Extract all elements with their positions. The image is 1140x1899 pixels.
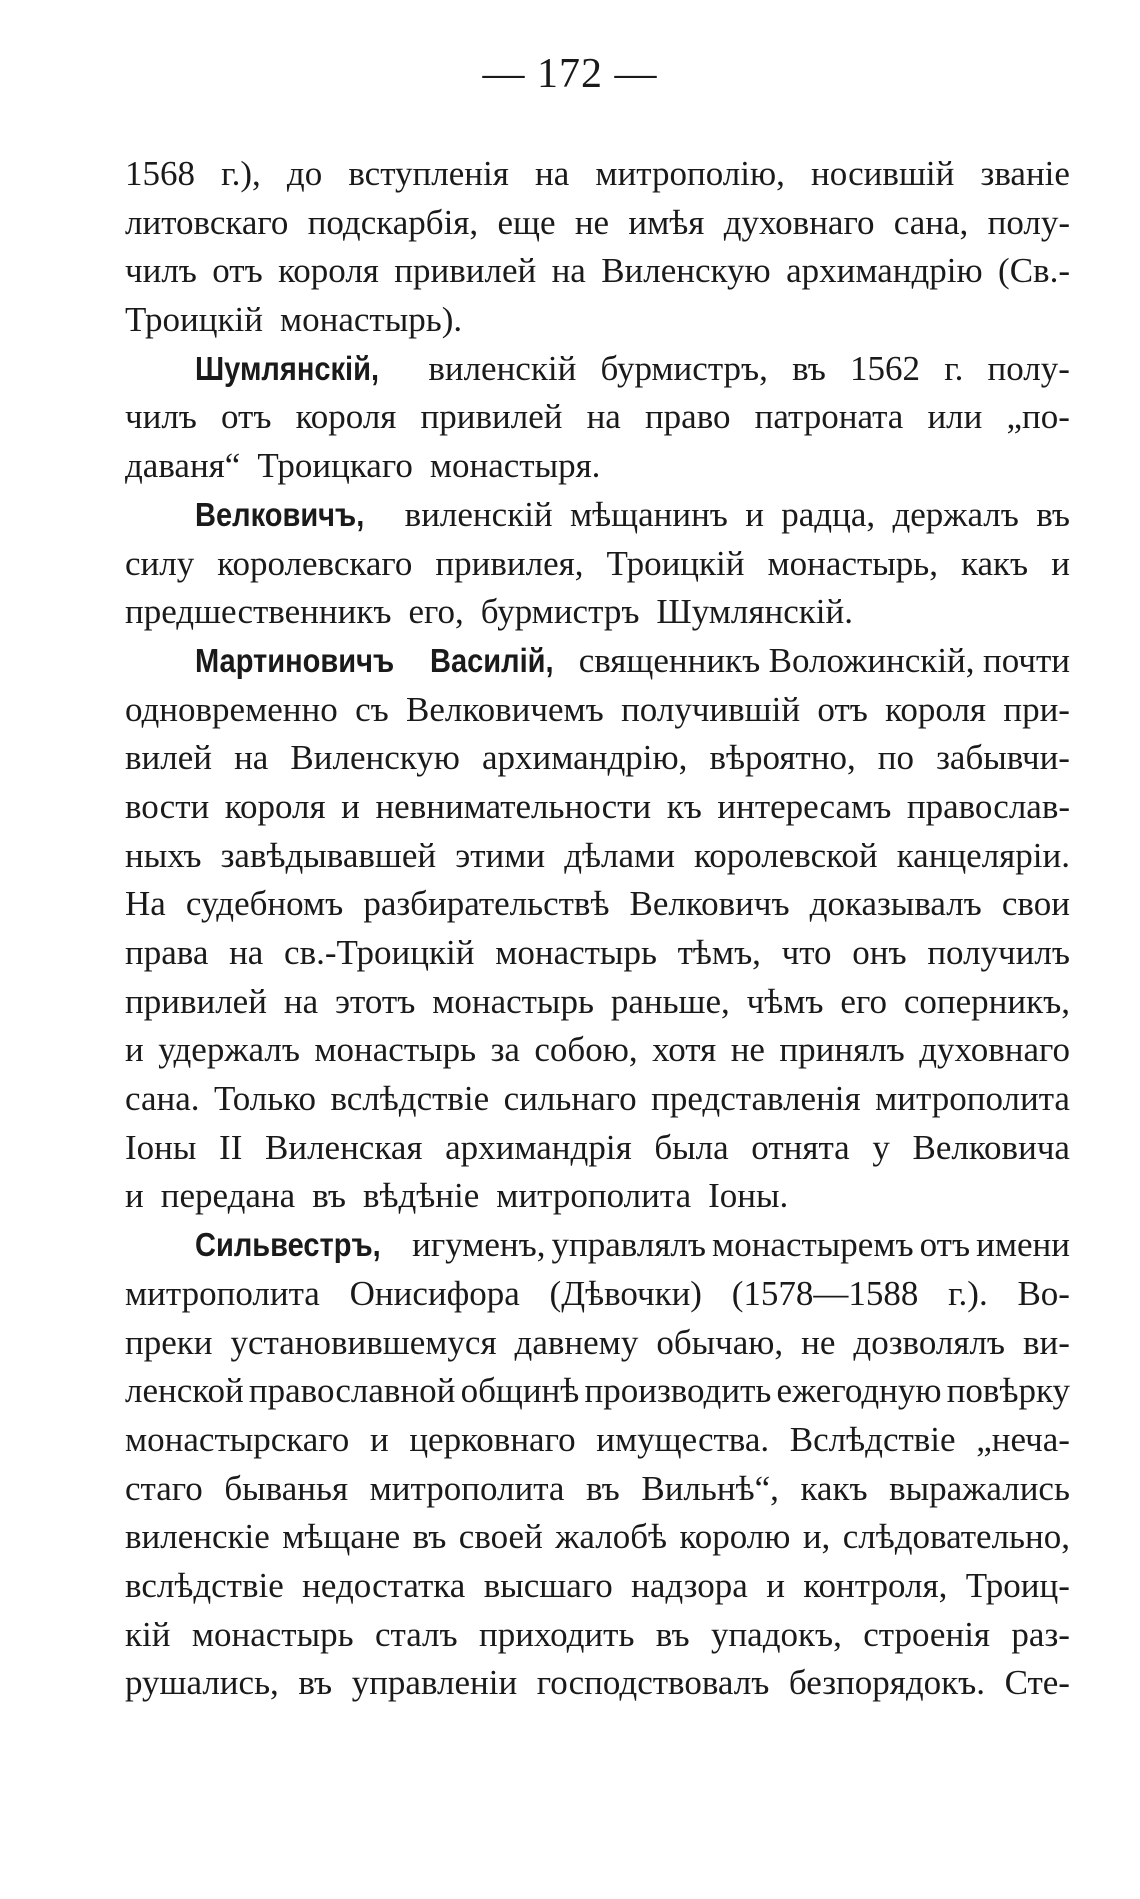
word: бурмистръ, xyxy=(600,348,768,388)
word: Іоны. xyxy=(708,1176,789,1216)
word: на xyxy=(551,251,586,291)
word: и xyxy=(1051,543,1070,583)
text-line xyxy=(125,491,1070,540)
word: повѣрку xyxy=(946,1371,1070,1411)
word: монастыря. xyxy=(429,446,601,486)
word: его xyxy=(840,981,887,1021)
word: Онисифора xyxy=(349,1273,520,1313)
word: интересамъ xyxy=(717,786,892,826)
word: какъ xyxy=(800,1468,868,1508)
word: передана xyxy=(160,1176,296,1216)
word: завѣдывавшей xyxy=(220,835,437,875)
word: и xyxy=(745,494,764,534)
word: въ xyxy=(298,1663,333,1703)
word: литовскаго xyxy=(125,202,289,242)
word: монастырь xyxy=(191,1614,354,1654)
word: Вслѣдствіе xyxy=(789,1419,956,1459)
text-line xyxy=(125,734,1070,783)
text-line xyxy=(125,686,1070,735)
word: и xyxy=(125,1176,144,1216)
word: при- xyxy=(1003,689,1070,729)
word: права xyxy=(125,933,209,972)
word: была xyxy=(654,1127,729,1167)
word: королевской xyxy=(694,835,878,875)
word: надзора xyxy=(631,1565,748,1605)
word: На xyxy=(125,884,166,924)
word: раз- xyxy=(1011,1614,1070,1654)
word: представленія xyxy=(651,1079,861,1119)
text-line xyxy=(125,345,1070,394)
person-name: Шумлянскій, xyxy=(195,349,380,387)
word: сана, xyxy=(893,202,969,242)
word: чилъ xyxy=(125,251,197,291)
word: королю xyxy=(679,1517,791,1557)
word: монастырскаго xyxy=(125,1419,350,1459)
word: вости xyxy=(125,786,210,826)
word: Троиц- xyxy=(965,1565,1070,1605)
text-line xyxy=(125,588,1070,637)
word: Сте- xyxy=(1004,1663,1070,1703)
word: приходить xyxy=(479,1614,635,1654)
person-name: Василій, xyxy=(429,641,554,679)
word: судебномъ xyxy=(185,884,344,924)
word: доказывалъ xyxy=(809,884,982,924)
word: сильнаго xyxy=(503,1079,637,1119)
word: преки xyxy=(125,1322,213,1362)
word: монастырь). xyxy=(279,300,463,340)
word: Виленскую xyxy=(290,738,460,778)
word: Троицкій xyxy=(606,543,745,583)
word: ленской xyxy=(125,1371,244,1411)
word: и xyxy=(125,1030,144,1070)
word: „по- xyxy=(1006,397,1070,437)
word: слѣдовательно, xyxy=(842,1517,1070,1557)
word: г.). xyxy=(948,1273,988,1313)
word: привилея, xyxy=(435,543,584,583)
word: короля xyxy=(295,397,397,437)
word: съ xyxy=(355,689,389,729)
word: полу- xyxy=(987,348,1070,388)
word: митрополита xyxy=(496,1176,692,1216)
word: носившій xyxy=(811,154,955,193)
word: на xyxy=(283,981,319,1021)
text-line xyxy=(125,1611,1070,1660)
word: архимандрія xyxy=(445,1127,632,1167)
word: монастырь xyxy=(432,981,594,1021)
word: за xyxy=(490,1030,520,1070)
word: еще xyxy=(497,202,556,242)
word: на xyxy=(586,397,621,437)
word: въ xyxy=(792,348,826,388)
word: онъ xyxy=(852,933,907,972)
word: митрополію, xyxy=(595,154,785,193)
word: принялъ xyxy=(779,1030,905,1070)
word: королевскаго xyxy=(217,543,413,583)
word: рушались, xyxy=(125,1663,279,1703)
word: Іоны xyxy=(125,1127,197,1167)
word: господствовалъ xyxy=(536,1663,770,1703)
word: привилей xyxy=(394,251,537,291)
word: Велковичемъ xyxy=(406,689,604,729)
word: хотя xyxy=(652,1030,717,1070)
text-line xyxy=(125,1562,1070,1611)
word: радца, xyxy=(781,494,876,534)
word: какъ xyxy=(961,543,1029,583)
word: виленскій xyxy=(404,494,553,534)
text-line xyxy=(125,832,1070,881)
word: монастыремъ xyxy=(712,1225,914,1265)
text-line xyxy=(125,1513,1070,1562)
word: виленскіе xyxy=(125,1517,270,1557)
word: Только xyxy=(214,1079,316,1119)
word: не xyxy=(730,1030,765,1070)
word: чѣмъ xyxy=(746,981,824,1021)
word: короля xyxy=(224,786,326,826)
word: 1562 xyxy=(850,348,921,388)
word: отнята xyxy=(751,1127,850,1167)
word: Воложинскій, xyxy=(768,640,975,680)
word: этотъ xyxy=(335,981,416,1021)
word: на xyxy=(234,738,269,778)
text-line xyxy=(125,540,1070,589)
word: привилей xyxy=(420,397,563,437)
word: Троицкаго xyxy=(257,446,413,486)
word: недостатка xyxy=(302,1565,466,1605)
word: дѣлами xyxy=(564,835,675,875)
word: монастырь, xyxy=(767,543,939,583)
word: вслѣдствіе xyxy=(330,1079,490,1119)
word: его, xyxy=(408,592,464,632)
word: подскарбія, xyxy=(307,202,479,242)
word: кій xyxy=(125,1614,171,1654)
word: монастырь xyxy=(495,933,657,972)
word: чилъ xyxy=(125,397,197,437)
word: монастырь xyxy=(314,1030,477,1070)
word: вслѣдствіе xyxy=(125,1565,284,1605)
person-name: Велковичъ, xyxy=(195,495,365,533)
word: производить xyxy=(584,1371,772,1411)
word: ви- xyxy=(1023,1322,1070,1362)
word: отъ xyxy=(817,689,868,729)
word: въ xyxy=(1036,494,1070,534)
word: православ- xyxy=(906,786,1070,826)
word: удержалъ xyxy=(158,1030,300,1070)
word: обычаю, xyxy=(656,1322,784,1362)
word: установившемуся xyxy=(230,1322,497,1362)
word: дозволялъ xyxy=(853,1322,1006,1362)
word: (Дѣвочки) xyxy=(549,1273,702,1313)
word: отъ xyxy=(919,1225,971,1265)
word: церковнаго xyxy=(409,1419,576,1459)
word: (1578—1588 xyxy=(731,1273,919,1313)
word: въ xyxy=(412,1517,447,1557)
word: предшественникъ xyxy=(125,592,392,632)
word: не xyxy=(574,202,610,242)
text-line xyxy=(125,1075,1070,1124)
word: право xyxy=(644,397,731,437)
text-line xyxy=(125,1465,1070,1514)
word: ежегодную xyxy=(776,1371,942,1411)
word: высшаго xyxy=(483,1565,613,1605)
word: что xyxy=(781,933,832,972)
word: мѣщане xyxy=(282,1517,401,1557)
word: игуменъ, xyxy=(412,1225,546,1265)
text-line xyxy=(125,880,1070,929)
word: II xyxy=(219,1127,243,1167)
word: Виленскую xyxy=(601,251,771,291)
page-number: — 172 — xyxy=(482,51,658,97)
text-line xyxy=(125,1172,1070,1221)
word: вѣроятно, xyxy=(709,738,856,778)
word: даваня“ xyxy=(125,446,241,486)
word: короля xyxy=(278,251,379,291)
word: сана. xyxy=(125,1079,200,1119)
word: свои xyxy=(1001,884,1070,924)
word: соперникъ, xyxy=(903,981,1070,1021)
word: стаго xyxy=(125,1468,203,1508)
word: забывчи- xyxy=(936,738,1070,778)
word: и xyxy=(369,1419,389,1459)
word: архимандрію xyxy=(786,251,983,291)
word: г. xyxy=(944,348,964,388)
word: разбирательствѣ xyxy=(363,884,610,924)
word: званіе xyxy=(980,154,1070,193)
word: этими xyxy=(455,835,546,875)
person-name: Сильвестръ, xyxy=(195,1226,381,1264)
word: Велковича xyxy=(912,1127,1070,1167)
word: вступленія xyxy=(348,154,509,193)
text-line xyxy=(125,1221,1070,1270)
text-line xyxy=(125,1367,1070,1416)
word: до xyxy=(286,154,323,193)
word: полу- xyxy=(987,202,1070,242)
word: держалъ xyxy=(892,494,1019,534)
text-line xyxy=(125,393,1070,442)
word: въ xyxy=(655,1614,690,1654)
word: жалобѣ xyxy=(555,1517,668,1557)
word: вѣдѣніе xyxy=(362,1176,480,1216)
word: Во- xyxy=(1017,1273,1070,1313)
word: одновременно xyxy=(125,689,338,729)
word: безпорядокъ. xyxy=(788,1663,986,1703)
word: св.-Троицкій xyxy=(284,933,475,972)
text-line xyxy=(125,978,1070,1027)
word: невнимательности xyxy=(375,786,652,826)
word: управлялъ xyxy=(551,1225,706,1265)
word: митрополита xyxy=(875,1079,1070,1119)
word: Троицкій xyxy=(125,300,263,340)
word: вилей xyxy=(125,738,212,778)
word: бурмистръ xyxy=(480,592,640,632)
text-line xyxy=(125,1124,1070,1173)
word: строенія xyxy=(863,1614,991,1654)
word: канцеляріи. xyxy=(896,835,1070,875)
word: и, xyxy=(802,1517,831,1557)
word: упадокъ, xyxy=(710,1614,842,1654)
word: не xyxy=(801,1322,836,1362)
text-line xyxy=(125,783,1070,832)
word: патроната xyxy=(754,397,904,437)
word: мѣщанинъ xyxy=(569,494,728,534)
text-line xyxy=(125,199,1070,248)
word: управленіи xyxy=(351,1663,518,1703)
text-line xyxy=(125,929,1070,978)
word: имѣя xyxy=(628,202,705,242)
word: г.), xyxy=(221,154,261,193)
text-line xyxy=(125,1416,1070,1465)
word: своей xyxy=(458,1517,543,1557)
word: „неча- xyxy=(976,1419,1070,1459)
word: Велковичъ xyxy=(629,884,790,924)
word: на xyxy=(229,933,264,972)
word: архимандрію, xyxy=(482,738,688,778)
word: духовнаго xyxy=(919,1030,1070,1070)
word: тѣмъ, xyxy=(677,933,761,972)
text-line xyxy=(125,1319,1070,1368)
word: къ xyxy=(666,786,702,826)
word: на xyxy=(535,154,570,193)
word: въ xyxy=(586,1468,620,1508)
text-line xyxy=(125,1026,1070,1075)
word: получившій xyxy=(621,689,801,729)
word: имущества. xyxy=(596,1419,770,1459)
word: или xyxy=(927,397,983,437)
word: собою, xyxy=(534,1030,638,1070)
word: ныхъ xyxy=(125,835,202,875)
word: Вильнѣ“, xyxy=(641,1468,779,1508)
text-line xyxy=(125,1659,1070,1708)
word: по xyxy=(877,738,915,778)
word: митрополита xyxy=(125,1273,320,1313)
text-line xyxy=(125,442,1070,491)
word: почти xyxy=(983,640,1070,680)
word: (Св.- xyxy=(998,251,1070,291)
text-line xyxy=(125,1270,1070,1319)
word: митрополита xyxy=(369,1468,565,1508)
text-line xyxy=(125,247,1070,296)
word: виленскій xyxy=(428,348,577,388)
word: Виленская xyxy=(265,1127,423,1167)
word: отъ xyxy=(221,397,272,437)
word: Шумлянскій. xyxy=(656,592,853,632)
word: и xyxy=(766,1565,785,1605)
word: быванья xyxy=(224,1468,349,1508)
word: давнему xyxy=(514,1322,639,1362)
word: силу xyxy=(125,543,195,583)
word: раньше, xyxy=(610,981,730,1021)
text-line xyxy=(125,637,1070,686)
person-name: Мартиновичъ xyxy=(195,641,395,679)
word: священникъ xyxy=(578,640,761,680)
word: короля xyxy=(885,689,987,729)
word: контроля, xyxy=(803,1565,948,1605)
text-line xyxy=(125,296,1070,345)
word: сталъ xyxy=(374,1614,458,1654)
word: выражались xyxy=(889,1468,1070,1508)
word: въ xyxy=(312,1176,346,1216)
word: духовнаго xyxy=(723,202,875,242)
word: 1568 xyxy=(125,154,195,193)
word: привилей xyxy=(125,981,267,1021)
word: у xyxy=(872,1127,890,1167)
text-line xyxy=(125,150,1070,199)
word: православной xyxy=(248,1371,456,1411)
word: общинѣ xyxy=(460,1371,580,1411)
body-text xyxy=(125,150,1070,1708)
word: отъ xyxy=(212,251,263,291)
word: получилъ xyxy=(927,933,1070,972)
word: имени xyxy=(976,1225,1070,1265)
word: и xyxy=(341,786,360,826)
